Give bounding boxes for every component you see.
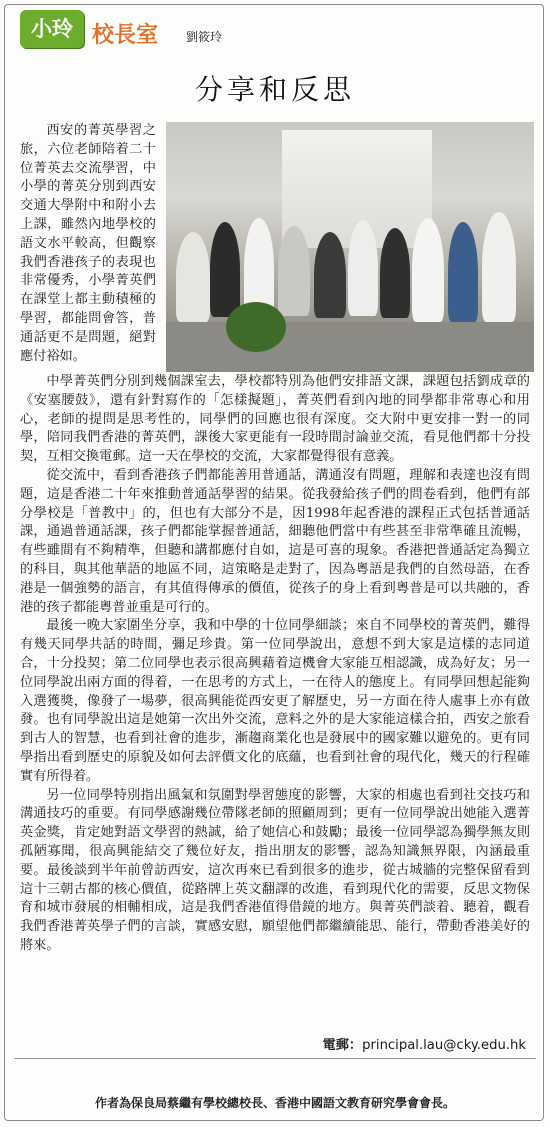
- paragraph: 另一位同學特別指出風氣和氛圍對學習態度的影響，大家的相處也看到社交技巧和溝通技巧的重要。有同學感謝幾位帶隊老師的照顧周到；更有一位同學說出她能入選菁英金獎，肯定她對語文學習的熱誠，給了她信心和鼓勵；最後一位同學認為獨學無友則孤陋寡聞，很高興能結交了幾位好友，指出朋友的影響，認為知識無界限，內涵最重要。最後談到半年前曾訪西安，這次再來已看到很多的進步，從古城牆的完整保留看到這十三朝古都的核心價值，從路牌上英文翻譯的改進，看到現代化的需要，反思文物保育和城市發展的相輔相成，這是我們香港值得借鏡的地方。與菁英們談着、聽着，觀看我們香港菁英學子們的言談，實感安慰，願望他們都繼續能思、能行，帶動香港美好的將來。: [20, 787, 530, 953]
- photo-figure: [448, 222, 478, 322]
- photo-figure: [412, 218, 444, 322]
- photo-figure: [380, 228, 410, 318]
- paragraph: 從交流中，看到香港孩子們都能善用普通話，溝通沒有問題，理解和表達也沒有問題，這是香港二十年來推動普通話學習的結果。從我發給孩子們的問卷看到，他們有部分學校是「普教中」的，但也有大部分不是，因1998年起香港的課程正式包括普通話課，通過普通話課，孩子們都能掌握普通話，細聽他們當中有些甚至非常準確且流暢，有些雖間有不夠精準，但聽和講都應付自如，這是可喜的現象。香港把普通話定為獨立的科目，與其他華語的地區不同，這策略是走對了，因為粵語是我們的自然母語，在香港是一個強勢的語言，有其值得傳承的價值，從孩子的身上看到粵普是可以共融的，香港的孩子都能粵普並重是可行的。: [20, 467, 530, 615]
- email-label: 電郵：: [322, 1038, 363, 1053]
- potted-plant: [226, 302, 286, 352]
- paragraph: 中學菁英們分別到幾個課室去，學校都特別為他們安排語文課，課題包括劉成章的《安塞腰鼓》，還有針對寫作的「怎樣擬題」，菁英們看到內地的同學都非常專心和用心，老師的提問是思考性的，同學們的回應也很有深度。交大附中更安排一對一的同學，陪同我們香港的菁英們，課後大家更能有一段時間討論並交流，看見他們都十分投契，互相交換電郵。這一天在學校的交流，大家都覺得很有意義。: [20, 374, 530, 465]
- photo-figure: [314, 232, 346, 318]
- meeting-table: [166, 322, 534, 372]
- article-title: 分享和反思: [194, 73, 355, 106]
- article-paragraph-1: [20, 122, 156, 366]
- photo-figure: [176, 232, 210, 322]
- photo-figure: [210, 222, 240, 317]
- footer-divider: [14, 1058, 536, 1059]
- photo-figure: [482, 212, 516, 322]
- paragraph: 最後一晚大家圍坐分享，我和中學的十位同學細談；來自不同學校的菁英們，難得有幾天同學共話的時間，彌足珍貴。第一位同學說出，意想不到大家是這樣的志同道合，十分投契；第二位同學也表示很高興藉着這機會大家能互相認識，成為好友；另一位同學說出兩方面的得着，一在思考的方式上，一在待人的態度上。有同學回想起能夠入選獲獎，像發了一場夢，很高興能從西安更了解歷史，另一方面在待人處事上亦有啟發。也有同學說出這是她第一次出外交流，意料之外的是大家能這樣合拍，西安之旅看到古人的智慧，也看到社會的進步，漸趨商業化也是發展中的國家難以避免的。更有同學指出看到歷史的原貌及如何去評價文化的底蘊，也看到社會的現代化，幾天的行程確實有所得着。: [20, 618, 530, 784]
- photo-figure: [278, 226, 310, 316]
- email-address: principal.lau@cky.edu.hk: [362, 1038, 526, 1053]
- article-body: [20, 373, 530, 956]
- paragraph: 西安的菁英學習之旅，六位老師陪着二十位菁英去交流學習，中小學的菁英分別到西安交通大學附中和附小去上課，雖然內地學校的語文水平較高，但觀察我們香港孩子的表現也非常優秀，小學菁英們在課堂上都主動積極的學習，都能問會答，普通話更不是問題，絕對應付裕如。: [20, 123, 156, 364]
- photo-figure: [348, 220, 378, 316]
- author-email: [323, 1034, 526, 1053]
- author-credit: 作者為保良局蔡繼有學校總校長、香港中國語文教育研究學會會長。: [94, 1096, 455, 1110]
- column-name: 校長室: [92, 23, 159, 48]
- group-photo: [166, 122, 534, 372]
- author-name: 劉筱玲: [186, 30, 223, 44]
- column-badge: 小玲: [20, 10, 84, 48]
